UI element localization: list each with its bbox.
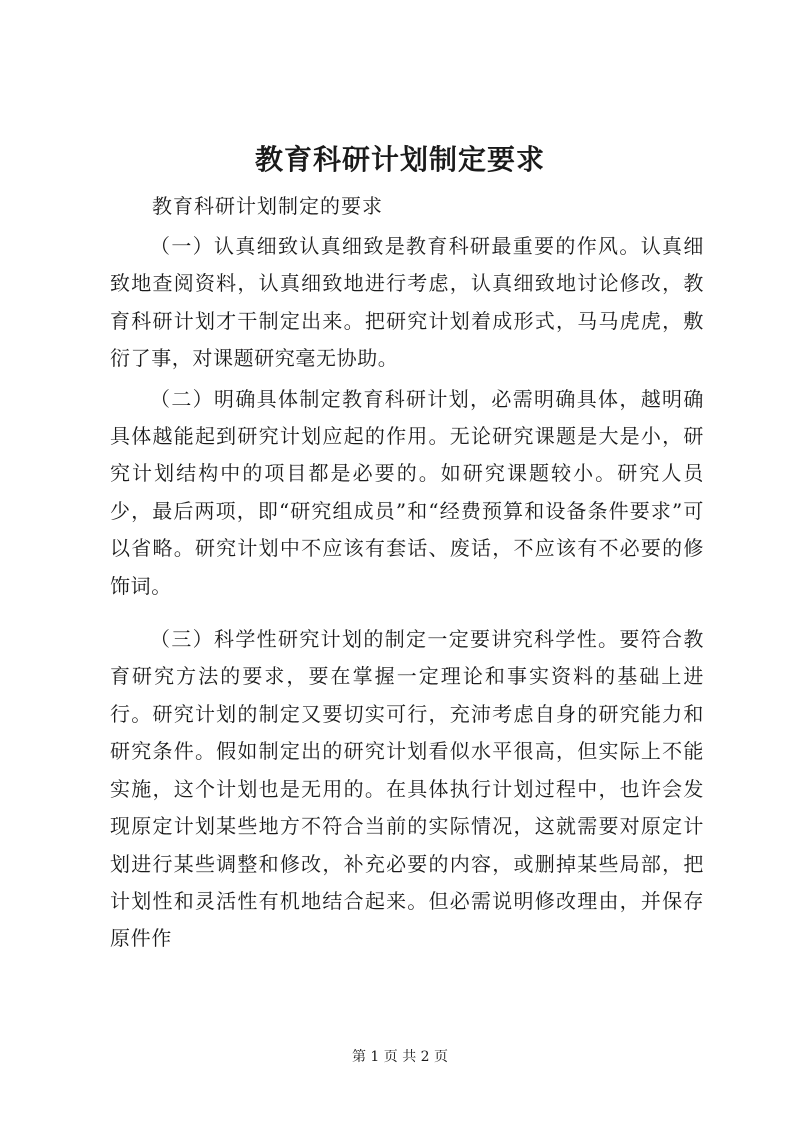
page-title: 教育科研计划制定要求 <box>254 143 545 176</box>
page-footer: 第 1 页 共 2 页 <box>351 1049 449 1065</box>
paragraph-2: （二）明确具体制定教育科研计划，必需明确具体，越明确具体越能起到研究计划应起的作用。无论研究课题是大是小，研究计划结构中的项目都是必要的。如研究课题较小。研究人员少，最后两项，即“研究组成员”和“经费预算和设备条件要求”可以省略。研究计划中不应该有套话、废话，不应该有不必要的修饰词。 <box>110 386 704 598</box>
document-subtitle: 教育科研计划制定的要求 <box>152 194 383 218</box>
document-body <box>110 228 704 958</box>
paragraph-3: （三）科学性研究计划的制定一定要讲究科学性。要符合教育研究方法的要求，要在掌握一定理论和事实资料的基础上进行。研究计划的制定又要切实可行，充沛考虑自身的研究能力和研究条件。假如制定出的研究计划看似水平很高，但实际上不能实施，这个计划也是无用的。在具体执行计划过程中，也许会发现原定计划某些地方不符合当前的实际情况，这就需要对原定计划进行某些调整和修改，补充必要的内容，或删掉某些局部，把计划性和灵活性有机地结合起来。但必需说明修改理由，并保存原件作 <box>110 627 704 951</box>
paragraph-1: （一）认真细致认真细致是教育科研最重要的作风。认真细致地查阅资料，认真细致地进行考虑，认真细致地讨论修改，教育科研计划才干制定出来。把研究计划着成形式，马马虎虎，敷衍了事，对课题研究毫无协助。 <box>110 234 704 371</box>
